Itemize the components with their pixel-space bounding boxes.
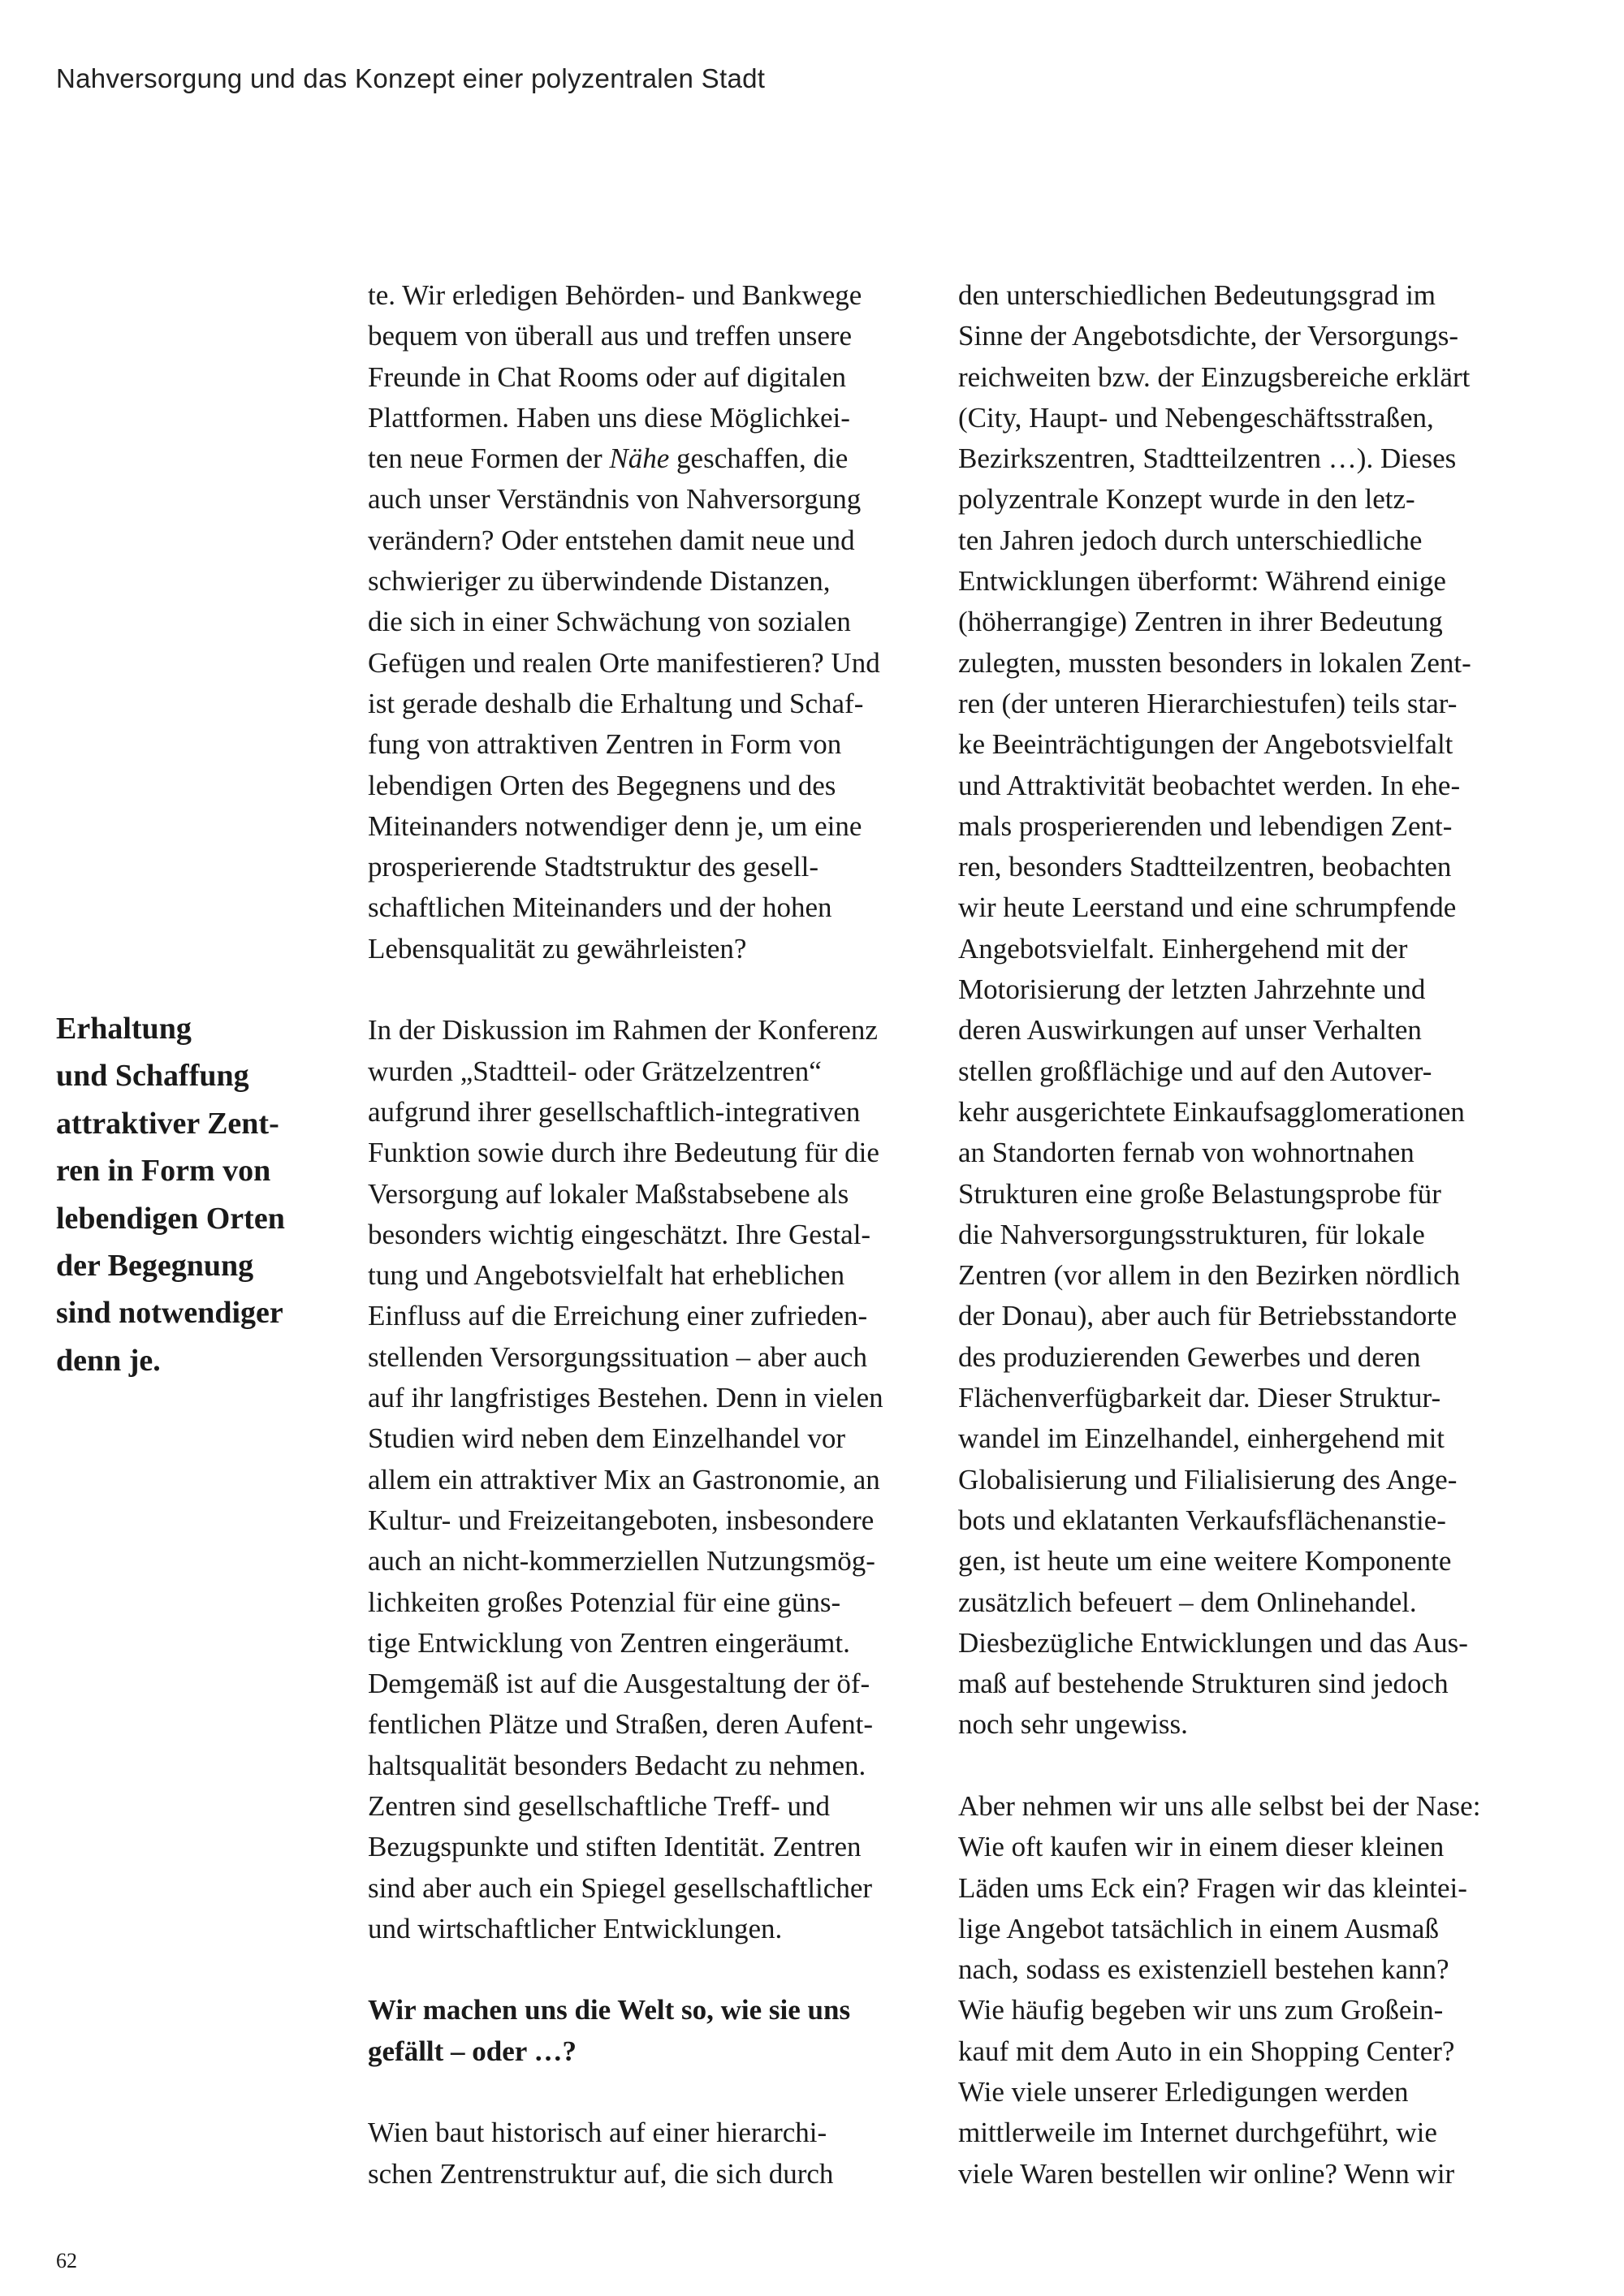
text-line (958, 520, 1480, 561)
text-line (368, 1909, 883, 1949)
pull-quote-line: lebendigen Orten (56, 1201, 285, 1236)
text-line (368, 2072, 883, 2113)
text-line (368, 1990, 883, 2031)
text-line (368, 1133, 883, 1173)
text-line (958, 766, 1480, 806)
text-span: Aber nehmen wir uns alle selbst bei der Nase: (958, 1789, 1481, 1822)
pull-quote-line: sind notwendiger (56, 1296, 283, 1331)
text-span: te. Wir erledigen Behörden- und Bankwege (368, 279, 862, 311)
text-span: auf ihr langfristiges Bestehen. Denn in vielen (368, 1382, 883, 1414)
text-span: Bezugspunkte und stiften Identität. Zentren (368, 1831, 862, 1863)
text-span: Entwicklungen überformt: Während einige (958, 565, 1446, 598)
text-line (958, 969, 1480, 1010)
text-span: Freunde in Chat Rooms oder auf digitalen (368, 360, 847, 393)
text-line (368, 398, 883, 438)
text-span: prosperierende Stadtstruktur des gesell- (368, 851, 818, 883)
text-span: die Nahversorgungsstrukturen, für lokale (958, 1218, 1425, 1250)
text-span: fentlichen Plätze und Straßen, deren Aufent- (368, 1708, 874, 1741)
pull-quote-line: ren in Form von (56, 1154, 271, 1189)
text-line (958, 1827, 1480, 1867)
text-span: mals prosperierenden und lebendigen Zent- (958, 809, 1453, 842)
text-span: und Attraktivität beobachtet werden. In ehe- (958, 769, 1461, 801)
text-line (958, 438, 1480, 479)
text-line (958, 357, 1480, 398)
text-span: zusätzlich befeuert – dem Onlinehandel. (958, 1586, 1417, 1618)
text-span: stellenden Versorgungssituation – aber auch (368, 1340, 867, 1373)
text-span: Zentren (vor allem in den Bezirken nördlich (958, 1259, 1461, 1292)
pull-quote-line: Erhaltung (56, 1012, 192, 1046)
text-span: wir heute Leerstand und eine schrumpfende (958, 891, 1457, 924)
text-line (958, 887, 1480, 928)
text-line (368, 1296, 883, 1336)
text-line (368, 643, 883, 684)
text-span: schaftlichen Miteinanders und der hohen (368, 891, 832, 924)
text-span: besonders wichtig eingeschätzt. Ihre Gestal- (368, 1218, 871, 1250)
text-line (368, 847, 883, 887)
text-line (958, 847, 1480, 887)
text-span: geschaffen, die (669, 442, 849, 475)
text-line (958, 1786, 1480, 1827)
text-line (958, 1460, 1480, 1500)
text-span: Wie häufig begeben wir uns zum Großein- (958, 1994, 1444, 2026)
text-line (958, 1418, 1480, 1459)
text-line (368, 1949, 883, 1990)
text-line (368, 275, 883, 316)
text-span: viele Waren bestellen wir online? Wenn wir (958, 2157, 1455, 2190)
text-span: (City, Haupt- und Nebengeschäftsstraßen, (958, 401, 1434, 434)
text-line (958, 1092, 1480, 1133)
text-line (368, 1215, 883, 1255)
text-span: deren Auswirkungen auf unser Verhalten (958, 1014, 1422, 1047)
text-line (958, 398, 1480, 438)
text-span: Wir machen uns die Welt so, wie sie uns (368, 1994, 851, 2026)
text-line (958, 1174, 1480, 1215)
text-span: haltsqualität besonders Bedacht zu nehmen. (368, 1749, 866, 1781)
text-line (368, 1460, 883, 1500)
text-span: Sinne der Angebotsdichte, der Versorgungs- (958, 320, 1458, 352)
text-span: Kultur- und Freizeitangeboten, insbesondere (368, 1504, 875, 1536)
text-line (368, 1664, 883, 1704)
text-line (368, 1255, 883, 1296)
text-line (368, 969, 883, 1010)
text-line (368, 1500, 883, 1541)
text-span: wurden „Stadtteil- oder Grätzelzentren“ (368, 1055, 822, 1087)
text-line (958, 1051, 1480, 1092)
page-number: 62 (56, 2249, 77, 2272)
text-span: nach, sodass es existenziell bestehen kann? (958, 1953, 1449, 1986)
text-line (368, 2154, 883, 2195)
text-span: Studien wird neben dem Einzelhandel vor (368, 1422, 846, 1455)
text-span: wandel im Einzelhandel, einhergehend mit (958, 1422, 1445, 1455)
text-span: aufgrund ihrer gesellschaftlich-integrativen (368, 1095, 861, 1128)
text-span: ren (der unteren Hierarchiestufen) teils star- (958, 687, 1458, 719)
text-line (958, 1949, 1480, 1990)
text-span: ten neue Formen der (368, 442, 610, 475)
text-line (368, 1010, 883, 1051)
text-span: der Donau), aber auch für Betriebsstandorte (958, 1300, 1458, 1332)
text-span: ten Jahren jedoch durch unterschiedliche (958, 524, 1423, 556)
text-span: lichkeiten großes Potenzial für eine güns- (368, 1586, 841, 1618)
text-span: Wie oft kaufen wir in einem dieser kleinen (958, 1831, 1445, 1863)
text-line (958, 1541, 1480, 1582)
text-span: tung und Angebotsvielfalt hat erheblichen (368, 1259, 845, 1292)
text-span: tige Entwicklung von Zentren eingeräumt. (368, 1626, 850, 1659)
text-line (958, 1500, 1480, 1541)
text-span: sind aber auch ein Spiegel gesellschaftlicher (368, 1871, 873, 1904)
pull-quote-line: denn je. (56, 1343, 161, 1378)
text-line (368, 766, 883, 806)
text-line (368, 724, 883, 765)
text-span: ke Beeinträchtigungen der Angebotsvielfalt (958, 728, 1453, 761)
text-span: Angebotsvielfalt. Einhergehend mit der (958, 932, 1408, 965)
text-line (368, 1746, 883, 1786)
text-span: Funktion sowie durch ihre Bedeutung für die (368, 1137, 879, 1169)
text-line (368, 1786, 883, 1827)
text-span: verändern? Oder entstehen damit neue und (368, 524, 855, 556)
text-line (958, 1255, 1480, 1296)
text-span: zulegten, mussten besonders in lokalen Zent- (958, 646, 1471, 679)
text-line (368, 1623, 883, 1664)
text-span: kauf mit dem Auto in ein Shopping Center? (958, 2035, 1455, 2067)
text-line (368, 602, 883, 642)
text-line (958, 929, 1480, 969)
pull-quote-line: der Begegnung (56, 1249, 254, 1284)
text-line (958, 1133, 1480, 1173)
text-span: gen, ist heute um eine weitere Komponente (958, 1545, 1452, 1577)
text-span: Versorgung auf lokaler Maßstabsebene als (368, 1177, 849, 1210)
text-span: ren, besonders Stadtteilzentren, beobachten (958, 851, 1452, 883)
pull-quote-line: und Schaffung (56, 1059, 249, 1094)
text-span: auch an nicht-kommerziellen Nutzungsmög- (368, 1545, 875, 1577)
text-span: polyzentrale Konzept wurde in den letz- (958, 483, 1415, 516)
text-span: bots und eklatanten Verkaufsflächenanstie- (958, 1504, 1446, 1536)
text-span: Flächenverfügbarkeit dar. Dieser Struktur- (958, 1382, 1441, 1414)
text-line (368, 1868, 883, 1909)
text-span: (höherrangige) Zentren in ihrer Bedeutung (958, 606, 1443, 638)
text-line (368, 1704, 883, 1745)
text-line (368, 1541, 883, 1582)
text-line (958, 602, 1480, 642)
text-line (368, 929, 883, 969)
text-line (958, 2154, 1480, 2195)
text-span: ist gerade deshalb die Erhaltung und Schaf- (368, 687, 864, 719)
text-line (368, 2031, 883, 2072)
text-line (958, 316, 1480, 356)
text-line (958, 684, 1480, 724)
text-line (958, 479, 1480, 520)
text-line (368, 479, 883, 520)
text-span: Einfluss auf die Erreichung einer zufrieden- (368, 1300, 868, 1332)
text-line (958, 2031, 1480, 2072)
text-line (368, 357, 883, 398)
text-line (958, 1296, 1480, 1336)
text-span: und wirtschaftlicher Entwicklungen. (368, 1912, 783, 1944)
text-line (958, 1664, 1480, 1704)
text-span: mittlerweile im Internet durchgeführt, wie (958, 2117, 1437, 2149)
text-line (958, 1704, 1480, 1745)
text-span: des produzierenden Gewerbes und deren (958, 1340, 1421, 1373)
body-column-right (958, 275, 1480, 2195)
text-span: Wie viele unserer Erledigungen werden (958, 2076, 1409, 2108)
text-line (958, 1215, 1480, 1255)
text-span: schen Zentrenstruktur auf, die sich durch (368, 2157, 834, 2190)
text-line (958, 1378, 1480, 1418)
text-span: Lebensqualität zu gewährleisten? (368, 932, 747, 965)
text-line (368, 520, 883, 561)
text-span: den unterschiedlichen Bedeutungsgrad im (958, 279, 1436, 311)
text-line (368, 684, 883, 724)
text-line (368, 1418, 883, 1459)
text-line (368, 806, 883, 847)
text-span: gefällt – oder …? (368, 2035, 577, 2067)
pull-quote (56, 1005, 285, 1384)
text-span: Plattformen. Haben uns diese Möglichkei- (368, 401, 850, 434)
text-span: auch unser Verständnis von Nahversorgung (368, 483, 862, 516)
text-line (958, 1990, 1480, 2031)
text-line (368, 1827, 883, 1867)
text-span: Motorisierung der letzten Jahrzehnte und (958, 973, 1426, 1006)
text-line (368, 438, 883, 479)
text-line (368, 1051, 883, 1092)
text-line (368, 1582, 883, 1623)
text-span: schwieriger zu überwindende Distanzen, (368, 565, 831, 598)
text-line (958, 1909, 1480, 1949)
text-line (958, 806, 1480, 847)
text-span: stellen großflächige und auf den Autover- (958, 1055, 1432, 1087)
text-line (368, 316, 883, 356)
text-span: Globalisierung und Filialisierung des Ange- (958, 1463, 1458, 1495)
text-span: allem ein attraktiver Mix an Gastronomie, an (368, 1463, 880, 1495)
text-span: Diesbezügliche Entwicklungen und das Aus- (958, 1626, 1468, 1659)
text-span: noch sehr ungewiss. (958, 1708, 1188, 1741)
text-line (368, 887, 883, 928)
text-span: kehr ausgerichtete Einkaufsagglomerationen (958, 1095, 1465, 1128)
running-header: Nahversorgung und das Konzept einer polyzentralen Stadt (56, 63, 766, 93)
text-span: Gefügen und realen Orte manifestieren? Und (368, 646, 880, 679)
text-line (958, 2072, 1480, 2113)
text-span: Läden ums Eck ein? Fragen wir das kleintei- (958, 1871, 1467, 1904)
text-span: Miteinanders notwendiger denn je, um eine (368, 809, 862, 842)
text-line (958, 1337, 1480, 1378)
text-span: In der Diskussion im Rahmen der Konferenz (368, 1014, 878, 1047)
text-line (958, 1868, 1480, 1909)
text-line (958, 275, 1480, 316)
text-line (368, 1337, 883, 1378)
text-line (958, 724, 1480, 765)
text-line (958, 1746, 1480, 1786)
text-span: die sich in einer Schwächung von sozialen (368, 606, 851, 638)
body-column-middle (368, 275, 883, 2195)
text-line (368, 1174, 883, 1215)
text-span: Wien baut historisch auf einer hierarchi- (368, 2117, 827, 2149)
text-line (368, 2113, 883, 2153)
text-span: lige Angebot tatsächlich in einem Ausmaß (958, 1912, 1439, 1944)
text-line (958, 1623, 1480, 1664)
text-span: an Standorten fernab von wohnortnahen (958, 1137, 1415, 1169)
text-span: maß auf bestehende Strukturen sind jedoch (958, 1668, 1449, 1700)
text-span: Zentren sind gesellschaftliche Treff- und (368, 1789, 830, 1822)
text-span: lebendigen Orten des Begegnens und des (368, 769, 836, 801)
pull-quote-line: attraktiver Zent- (56, 1106, 279, 1141)
text-line (958, 2113, 1480, 2153)
text-span: Bezirkszentren, Stadtteilzentren …). Dieses (958, 442, 1457, 475)
text-line (958, 1010, 1480, 1051)
text-line (958, 643, 1480, 684)
text-span: fung von attraktiven Zentren in Form von (368, 728, 842, 761)
text-line (368, 1092, 883, 1133)
text-span: reichweiten bzw. der Einzugsbereiche erklärt (958, 360, 1471, 393)
emphasis-text: Nähe (609, 442, 670, 475)
text-line (368, 1378, 883, 1418)
text-line (958, 561, 1480, 602)
text-span: Demgemäß ist auf die Ausgestaltung der öf- (368, 1668, 870, 1700)
text-line (958, 1582, 1480, 1623)
text-span: bequem von überall aus und treffen unsere (368, 320, 853, 352)
text-line (368, 561, 883, 602)
text-span: Strukturen eine große Belastungsprobe für (958, 1177, 1441, 1210)
